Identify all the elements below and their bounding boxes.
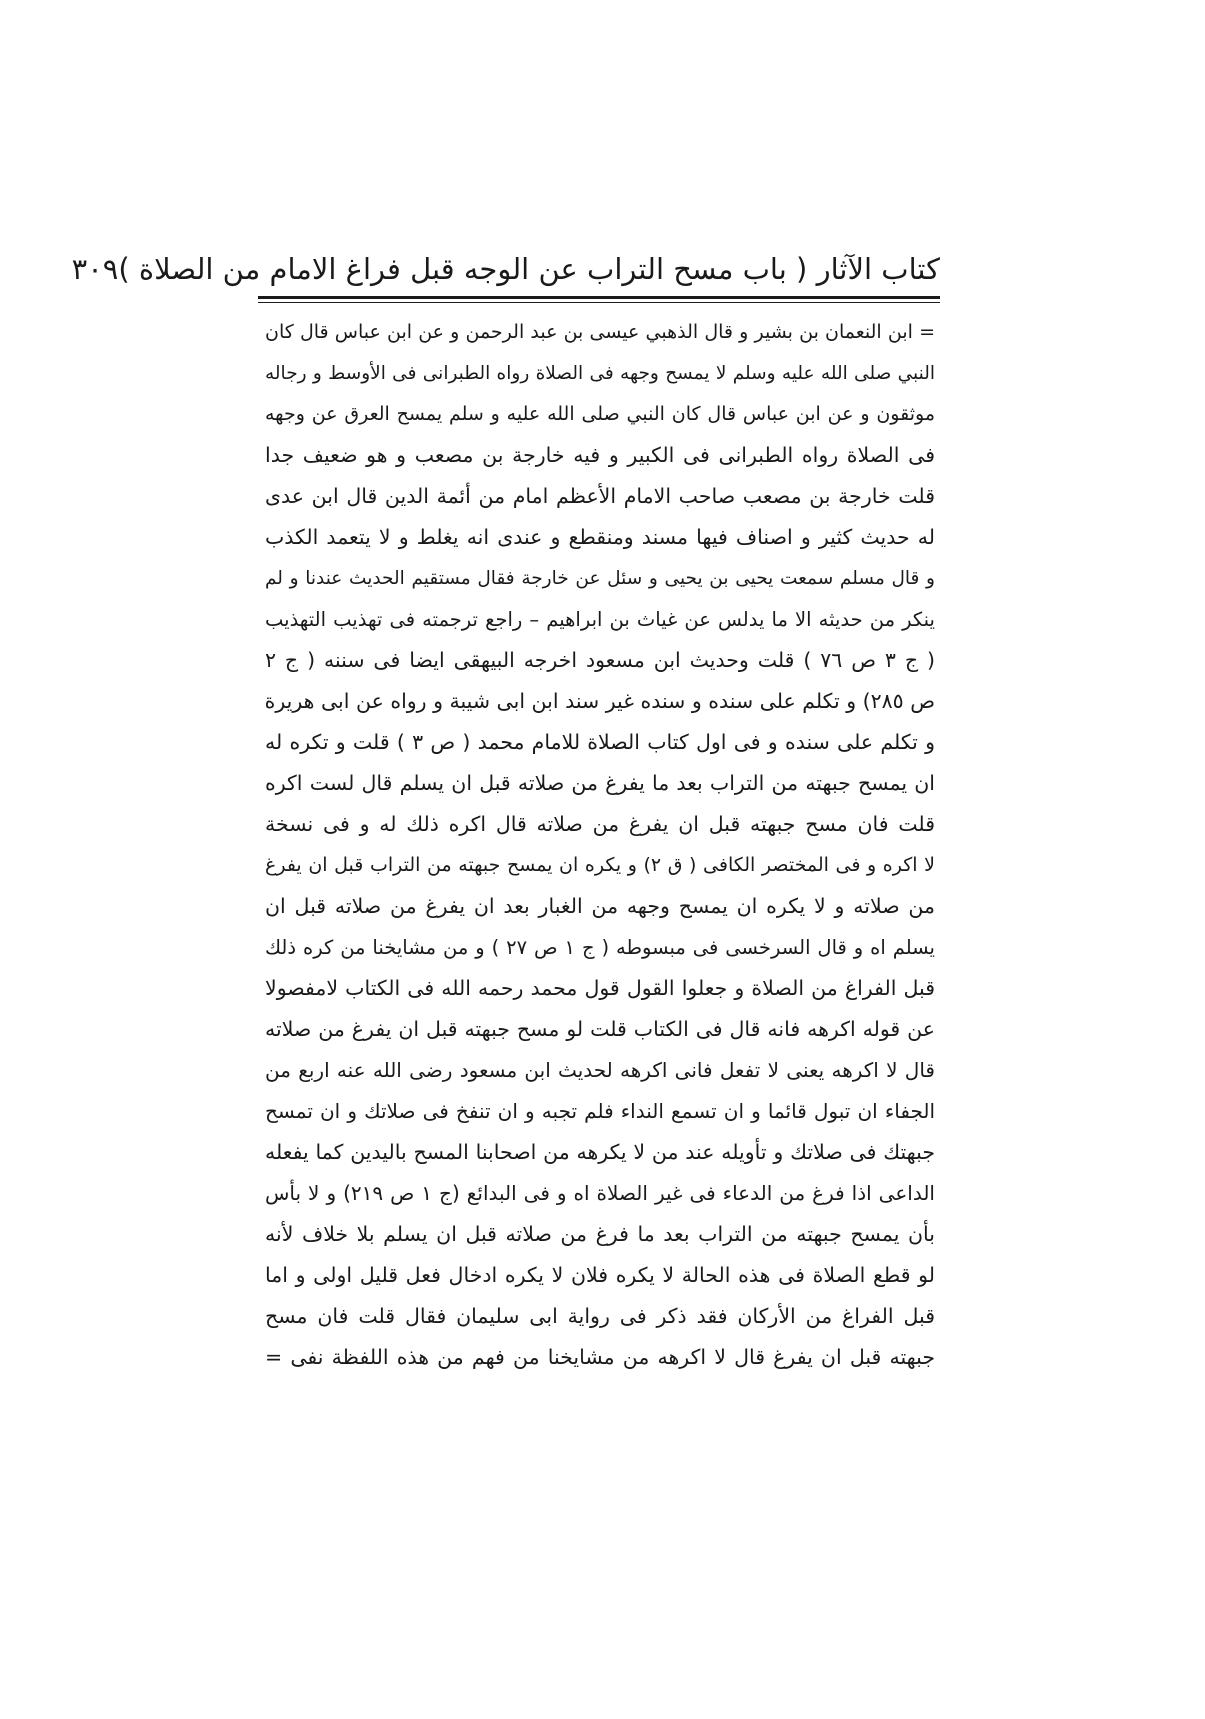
text-line: قبل الفراغ من الأركان فقد ذكر فى رواية ابى سليمان فقال قلت فان مسح	[265, 1304, 935, 1328]
text-line: قلت فان مسح جبهته قبل ان يفرغ من صلاته قال اكره ذلك له و فى نسخة	[265, 812, 935, 836]
text-line: النبي صلى الله عليه وسلم لا يمسح وجهه فى الصلاة رواه الطبرانى فى الأوسط و رجاله	[265, 363, 935, 384]
text-line: ص ٢٨٥) و تكلم على سنده و سنده غير سند ابن ابى شيبة و رواه عن ابى هريرة	[265, 689, 935, 713]
text-line: لو قطع الصلاة فى هذه الحالة لا يكره فلان لا يكره ادخال فعل قليل اولى و اما	[265, 1263, 935, 1287]
header-title: كتاب الآثار ( باب مسح التراب عن الوجه قبل فراغ الامام من الصلاة )	[118, 252, 940, 286]
text-line: و قال مسلم سمعت يحيى بن يحيى و سئل عن خارجة فقال مستقيم الحديث عندنا و لم	[265, 568, 935, 589]
body-text	[265, 312, 935, 1378]
text-line: ان يمسح جبهته من التراب بعد ما يفرغ من صلاته قبل ان يسلم قال لست اكره	[265, 771, 935, 795]
page-number: ٣٠٩	[71, 252, 119, 286]
text-line: ينكر من حديثه الا ما يدلس عن غياث بن ابراهيم – راجع ترجمته فى تهذيب التهذيب	[265, 608, 935, 631]
text-line: له حديث كثير و اصناف فيها مسند ومنقطع و عندى انه يغلط و لا يتعمد الكذب	[265, 525, 935, 549]
text-line: فى الصلاة رواه الطبرانى فى الكبير و فيه خارجة بن مصعب و هو ضعيف جدا	[265, 443, 935, 467]
header-rule-thick	[258, 296, 940, 299]
text-line: = ابن النعمان بن بشير و قال الذهبي عيسى بن عبد الرحمن و عن ابن عباس قال كان	[265, 321, 935, 343]
text-line: من صلاته و لا يكره ان يمسح وجهه من الغبار بعد ان يفرغ من صلاته قبل ان	[265, 894, 935, 918]
text-line: يسلم اه و قال السرخسى فى مبسوطه ( ج ١ ص ٢٧ ) و من مشايخنا من كره ذلك	[265, 936, 935, 959]
text-line: جبهته قبل ان يفرغ قال لا اكرهه من مشايخنا من فهم من هذه اللفظة نفى =	[265, 1345, 935, 1369]
text-line: الداعى اذا فرغ من الدعاء فى غير الصلاة اه و فى البدائع (ج ١ ص ٢١٩) و لا بأس	[265, 1181, 935, 1205]
text-line: قبل الفراغ من الصلاة و جعلوا القول قول محمد رحمه الله فى الكتاب لامفصولا	[265, 976, 935, 1000]
text-line: لا اكره و فى المختصر الكافى ( ق ٢) و يكره ان يمسح جبهته من التراب قبل ان يفرغ	[265, 854, 935, 876]
text-line: ( ج ٣ ص ٧٦ ) قلت وحديث ابن مسعود اخرجه البيهقى ايضا فى سننه ( ج ٢	[265, 648, 935, 672]
text-line: جبهتك فى صلاتك و تأويله عند من لا يكرهه من اصحابنا المسح باليدين كما يفعله	[265, 1140, 935, 1164]
text-line: قلت خارجة بن مصعب صاحب الامام الأعظم امام من أئمة الدين قال ابن عدى	[265, 484, 935, 508]
header-rule-thin	[258, 302, 940, 303]
text-line: موثقون و عن ابن عباس قال كان النبي صلى الله عليه و سلم يمسح العرق عن وجهه	[265, 403, 935, 425]
running-header	[71, 243, 940, 295]
text-line: قال لا اكرهه يعنى لا تفعل فانى اكرهه لحديث ابن مسعود رضى الله عنه اربع من	[265, 1058, 935, 1082]
text-line: الجفاء ان تبول قائما و ان تسمع النداء فلم تجبه و ان تنفخ فى صلاتك و ان تمسح	[265, 1099, 935, 1123]
text-line: بأن يمسح جبهته من التراب بعد ما فرغ من صلاته قبل ان يسلم بلا خلاف لأنه	[265, 1222, 935, 1246]
text-line: عن قوله اكرهه فانه قال فى الكتاب قلت لو مسح جبهته قبل ان يفرغ من صلاته	[265, 1017, 935, 1041]
text-line: و تكلم على سنده و فى اول كتاب الصلاة للامام محمد ( ص ٣ ) قلت و تكره له	[265, 730, 935, 754]
